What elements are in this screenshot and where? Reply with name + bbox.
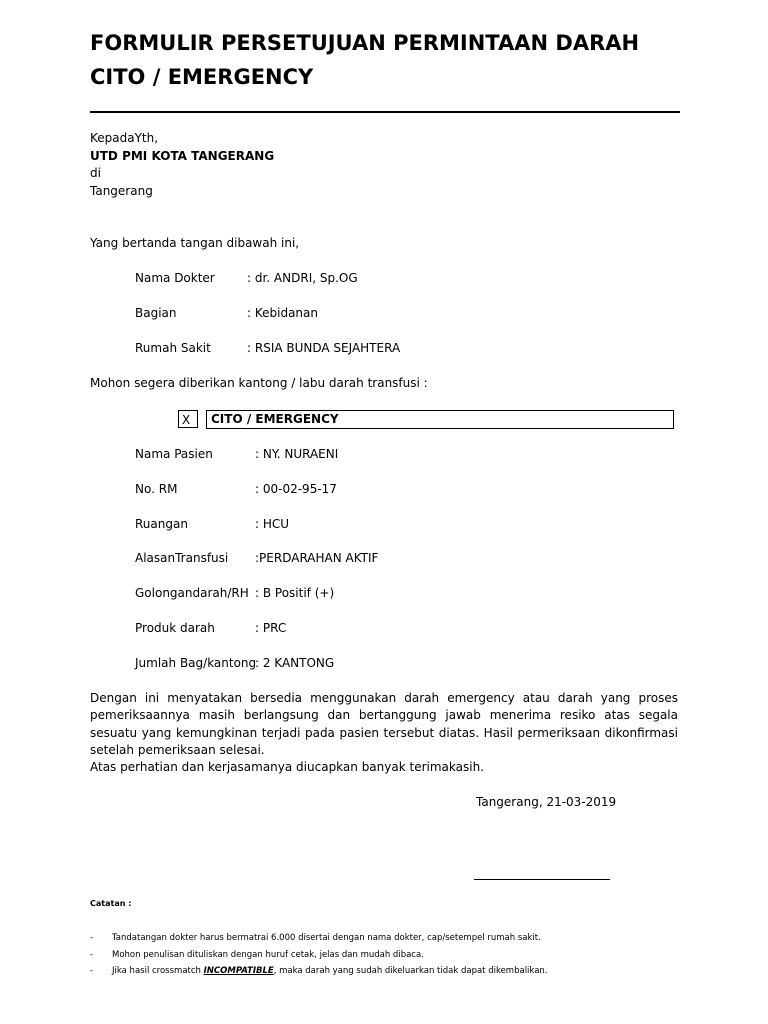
field-label: Produk darah [135,621,215,635]
note-text: Tandatangan dokter harus bermatrai 6.000 disertai dengan nama dokter, cap/setempel rumah sakit. [112,933,541,943]
field-label: Nama Pasien [135,447,213,461]
notes-heading: Catatan : [90,899,132,908]
address-city: Tangerang [90,183,153,198]
field-value: : PRC [255,621,287,635]
place-date: Tangerang, 21-03-2019 [476,795,617,809]
address-to: KepadaYth, [90,131,159,145]
intro-text: Yang bertanda tangan dibawah ini, [90,236,300,250]
note-bullet: - [90,933,94,943]
field-label: No. RM [135,482,178,496]
field-value: : B Positif (+) [255,586,335,600]
field-value: : dr. ANDRI, Sp.OG [247,271,358,285]
field-label: Nama Dokter [135,271,215,285]
address-org: UTD PMI KOTA TANGERANG [90,148,275,163]
title-divider [90,111,680,113]
title-line-1: FORMULIR PERSETUJUAN PERMINTAAN DARAH [90,31,640,55]
field-value: : 2 KANTONG [255,656,335,670]
note-text: Mohon penulisan dituliskan dengan huruf cetak, jelas dan mudah dibaca. [112,950,424,960]
field-value: : Kebidanan [247,306,318,320]
signature-line[interactable] [474,879,610,880]
note-text-before: Jika hasil crossmatch [112,966,204,976]
field-label: Ruangan [135,517,188,531]
statement-block [90,690,678,776]
field-label: Jumlah Bag/kantong [135,656,257,670]
field-value: :PERDARAHAN AKTIF [255,551,379,565]
field-label: Bagian [135,306,177,320]
field-label: Golongandarah/RH [135,586,249,600]
incompatible-emphasis: INCOMPATIBLE [203,966,274,976]
field-value: : RSIA BUNDA SEJAHTERA [247,341,401,355]
note-text-after: , maka darah yang sudah dikeluarkan tidak dapat dikembalikan. [273,966,548,976]
field-label: Rumah Sakit [135,341,211,355]
cito-option-label: CITO / EMERGENCY [206,410,674,429]
field-value: : HCU [255,517,290,531]
note-text [112,966,548,976]
address-at: di [90,166,101,180]
title-line-2: CITO / EMERGENCY [90,65,314,89]
cito-checkbox[interactable]: X [178,410,198,428]
request-text: Mohon segera diberikan kantong / labu darah transfusi : [90,376,428,390]
field-label: AlasanTransfusi [135,551,229,565]
statement-text: Dengan ini menyatakan bersedia menggunakan darah emergency atau darah yang proses pemeriksaannya masih berlangsung dan bertanggung jawab menerima resiko atas segala sesuatu yang kemungkinan terjadi pada pasien tersebut diatas. Hasil permeriksaan dikonfirmasi setelah pemeriksaan selesai. [90,691,678,757]
form-title [90,26,690,94]
thanks-text: Atas perhatian dan kerjasamanya diucapkan banyak terimakasih. [90,760,484,775]
field-value: : 00-02-95-17 [255,482,337,496]
note-bullet: - [90,950,94,960]
note-bullet: - [90,966,94,976]
address-block [90,130,274,200]
field-value: : NY. NURAENI [255,447,339,461]
